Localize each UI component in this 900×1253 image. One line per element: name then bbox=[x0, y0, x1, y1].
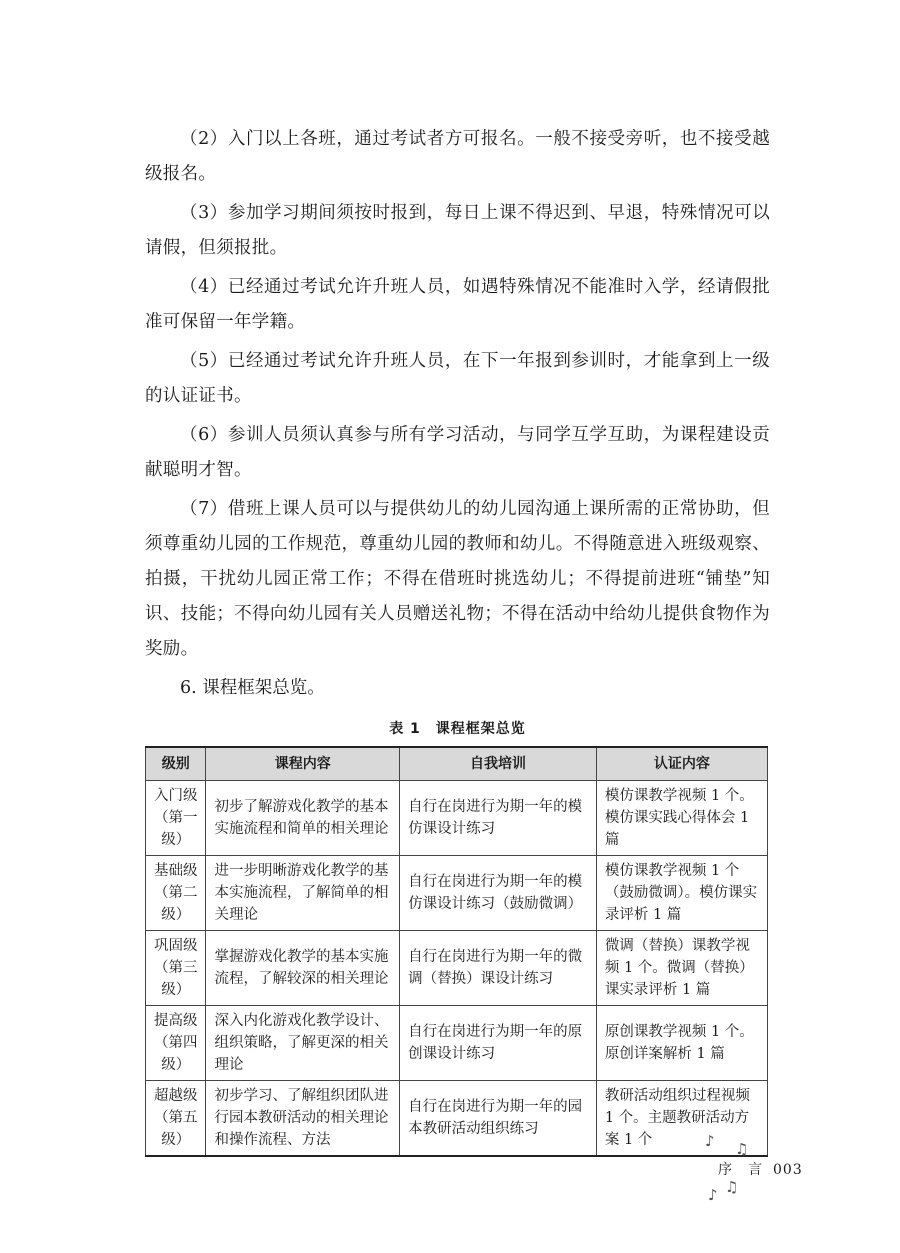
table-row bbox=[146, 781, 768, 856]
page-footer bbox=[718, 1159, 803, 1179]
paragraph-2: （2）入门以上各班，通过考试者方可报名。一般不接受旁听，也不接受越级报名。 bbox=[145, 129, 770, 184]
table-row bbox=[146, 1081, 768, 1156]
level-sub: （第四级） bbox=[153, 1035, 198, 1073]
level-cell bbox=[146, 1006, 206, 1081]
header-content: 课程内容 bbox=[206, 747, 400, 781]
content-cell: 初步学习、了解组织团队进行园本教研活动的相关理论和操作流程、方法 bbox=[206, 1081, 400, 1156]
content-cell: 初步了解游戏化教学的基本实施流程和简单的相关理论 bbox=[206, 781, 400, 856]
course-framework-table bbox=[145, 746, 768, 1157]
music-note-icon: ♪ bbox=[708, 1186, 718, 1204]
training-cell: 自行在岗进行为期一年的模仿课设计练习 bbox=[400, 781, 597, 856]
level-cell bbox=[146, 781, 206, 856]
table-caption: 表 1 课程框架总览 bbox=[389, 721, 526, 737]
table-row bbox=[146, 856, 768, 931]
training-cell: 自行在岗进行为期一年的原创课设计练习 bbox=[400, 1006, 597, 1081]
section-title: 6. 课程框架总览。 bbox=[180, 678, 325, 698]
cert-cell: 教研活动组织过程视频 1 个。主题教研活动方案 1 个 bbox=[596, 1081, 767, 1156]
header-level: 级别 bbox=[146, 747, 206, 781]
cert-cell: 原创课教学视频 1 个。原创详案解析 1 篇 bbox=[596, 1006, 767, 1081]
level-cell bbox=[146, 856, 206, 931]
music-note-icon: ♫ bbox=[735, 1140, 749, 1158]
cert-cell: 微调（替换）课教学视频 1 个。微调（替换）课实录评析 1 篇 bbox=[596, 931, 767, 1006]
level-sub: （第二级） bbox=[153, 885, 198, 923]
level-name: 超越级 bbox=[153, 1087, 198, 1104]
cert-cell: 模仿课教学视频 1 个（鼓励微调）。模仿课实录评析 1 篇 bbox=[596, 856, 767, 931]
training-cell: 自行在岗进行为期一年的微调（替换）课设计练习 bbox=[400, 931, 597, 1006]
content-cell: 深入内化游戏化教学设计、组织策略，了解更深的相关理论 bbox=[206, 1006, 400, 1081]
page-number: 003 bbox=[773, 1162, 803, 1178]
level-sub: （第三级） bbox=[153, 960, 198, 998]
table-row bbox=[146, 1006, 768, 1081]
level-name: 巩固级 bbox=[153, 938, 198, 954]
level-name: 提高级 bbox=[153, 1013, 198, 1029]
training-cell: 自行在岗进行为期一年的模仿课设计练习（鼓励微调） bbox=[400, 856, 597, 931]
level-cell bbox=[146, 931, 206, 1006]
paragraph-3: （3）参加学习期间须按时报到，每日上课不得迟到、早退，特殊情况可以请假，但须报批。 bbox=[145, 203, 770, 258]
header-cert: 认证内容 bbox=[596, 747, 767, 781]
content-cell: 掌握游戏化教学的基本实施流程，了解较深的相关理论 bbox=[206, 931, 400, 1006]
paragraph-4: （4）已经通过考试允许升班人员，如遇特殊情况不能准时入学，经请假批准可保留一年学籍。 bbox=[145, 277, 770, 332]
music-note-icon: ♪ bbox=[705, 1132, 715, 1150]
level-sub: （第五级） bbox=[153, 1109, 198, 1148]
training-cell: 自行在岗进行为期一年的园本教研活动组织练习 bbox=[400, 1081, 597, 1156]
table-header-row bbox=[146, 747, 768, 781]
header-training: 自我培训 bbox=[400, 747, 597, 781]
music-note-icon: ♫ bbox=[725, 1178, 739, 1196]
content-cell: 进一步明晰游戏化教学的基本实施流程，了解简单的相关理论 bbox=[206, 856, 400, 931]
paragraph-7: （7）借班上课人员可以与提供幼儿的幼儿园沟通上课所需的正常协助，但须尊重幼儿园的工作规范，尊重幼儿园的教师和幼儿。不得随意进入班级观察、拍摄，干扰幼儿园正常工作；不得在借班时挑选幼儿；不得提前进班“铺垫”知识、技能；不得向幼儿园有关人员赠送礼物；不得在活动中给幼儿提供食物作为奖励。 bbox=[145, 499, 770, 659]
level-cell bbox=[146, 1081, 206, 1156]
section-label: 序 言 bbox=[718, 1162, 763, 1178]
cert-cell: 模仿课教学视频 1 个。模仿课实践心得体会 1 篇 bbox=[596, 781, 767, 856]
level-name: 基础级 bbox=[153, 863, 198, 879]
level-name: 入门级 bbox=[153, 788, 198, 804]
paragraph-6: （6）参训人员须认真参与所有学习活动，与同学互学互助，为课程建设贡献聪明才智。 bbox=[145, 425, 770, 480]
level-sub: （第一级） bbox=[153, 810, 198, 848]
page-body bbox=[145, 122, 770, 1157]
paragraph-5: （5）已经通过考试允许升班人员，在下一年报到参训时，才能拿到上一级的认证证书。 bbox=[145, 351, 770, 406]
table-row bbox=[146, 931, 768, 1006]
